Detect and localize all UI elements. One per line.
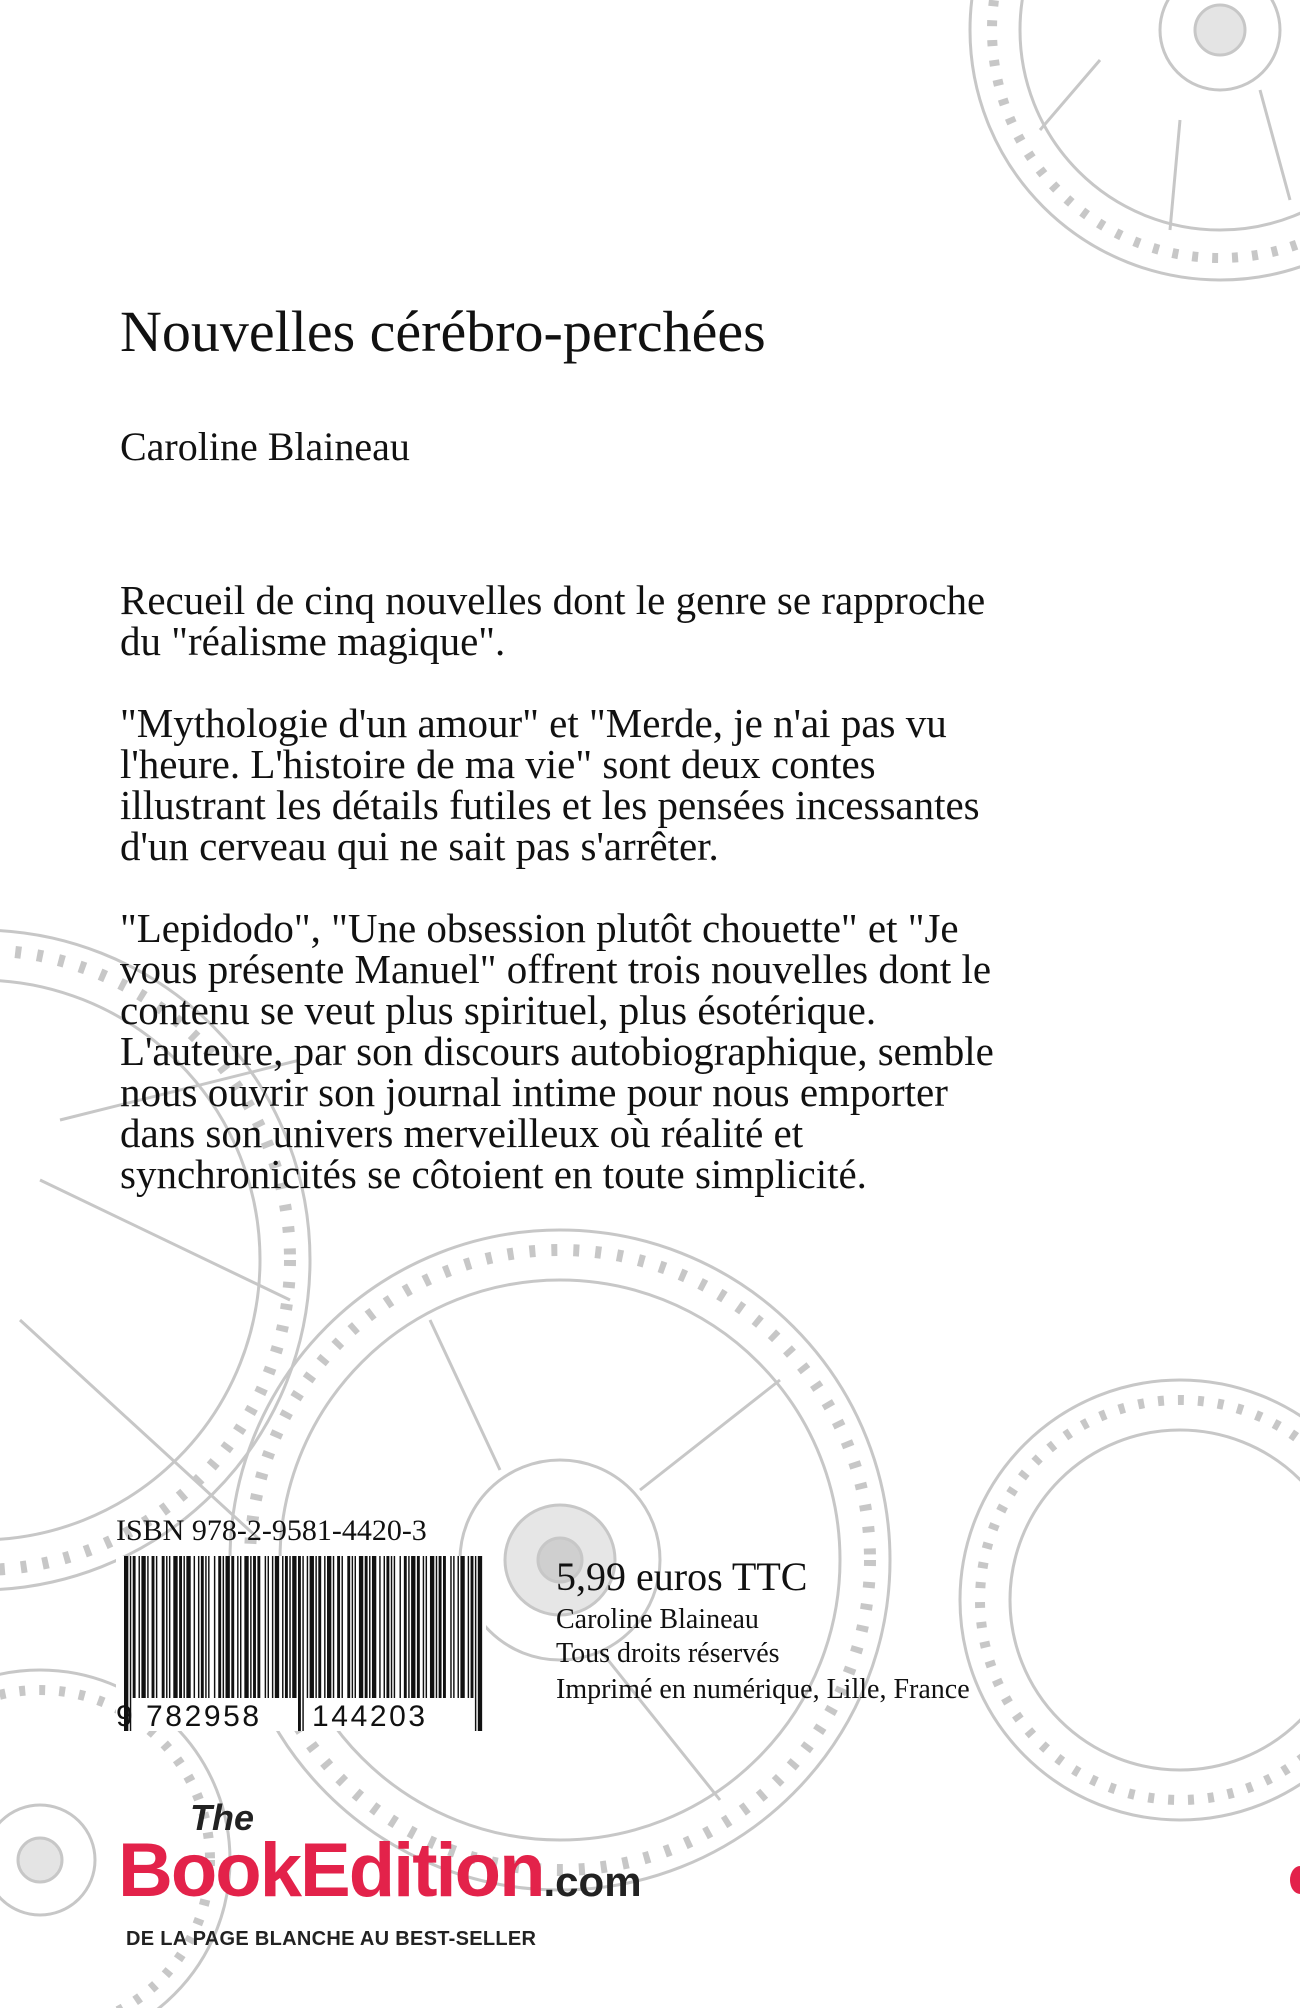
barcode-bar [156,1556,157,1698]
barcode-bar [226,1556,230,1698]
barcode-bar [426,1556,427,1698]
barcode-bar [475,1556,476,1731]
barcode-bar [244,1556,248,1698]
barcode-bar [198,1556,199,1698]
barcode-bar [342,1556,343,1698]
barcode-bar [237,1556,238,1698]
barcode-bar [310,1556,314,1698]
barcode-bar [240,1556,241,1698]
barcode-bar [408,1556,409,1698]
barcode-bar [369,1556,370,1698]
logo-com: .com [543,1858,642,1905]
price: 5,99 euros TTC [556,1554,808,1599]
barcode-bar [231,1556,234,1698]
barcode-bar [404,1556,407,1698]
barcode-bar [133,1556,136,1698]
barcode-bar [324,1556,325,1698]
barcode-bar [411,1556,415,1698]
barcode-bar [162,1556,165,1698]
barcode-bar [282,1556,283,1698]
barcode-bar [268,1556,269,1698]
barcode-bar [436,1556,437,1698]
barcode-bar [468,1556,469,1698]
barcode-bar [173,1556,177,1698]
isbn-label: ISBN 978-2-9581-4420-3 [116,1514,427,1547]
barcode-bar [450,1556,451,1698]
barcode-bar [139,1556,140,1698]
barcode-bar [430,1556,434,1698]
barcode-bar [205,1556,206,1698]
barcode-bar [394,1556,395,1698]
barcode-bar [289,1556,290,1698]
barcode-bar [352,1556,353,1698]
book-author: Caroline Blaineau [120,424,410,469]
barcode-bar [417,1556,420,1698]
barcode-bar [292,1556,296,1698]
barcode-bar [372,1556,376,1698]
barcode-bar [478,1556,482,1731]
logo-wordmark [118,1826,642,1927]
barcode-bar [298,1556,301,1731]
barcode-bar [400,1556,401,1698]
barcode-bar [453,1556,454,1698]
rights-notice: Tous droits réservés [556,1638,780,1669]
barcode-bar [272,1556,273,1698]
description-paragraph: Recueil de cinq nouvelles dont le genre se rapproche du "réalisme magique". [120,577,986,664]
barcode-bar [253,1556,256,1698]
barcode-bar [152,1556,155,1698]
barcode-bar [423,1556,424,1698]
barcode-bar [250,1556,251,1698]
barcode-bar [141,1556,145,1698]
barcode-bar [355,1556,356,1698]
logo-bookedition: BookEdition [118,1828,544,1913]
barcode-bar [443,1556,446,1698]
barcode-first-digit: 9 [116,1700,136,1733]
barcode-bar [458,1556,459,1698]
barcode-bar [194,1556,195,1698]
barcode-bar [169,1556,170,1698]
book-description [120,577,1020,1236]
publisher-tagline: DE LA PAGE BLANCHE AU BEST-SELLER [126,1928,537,1950]
barcode-bar [147,1556,148,1698]
printing-info: Imprimé en numérique, Lille, France [556,1674,970,1705]
book-title: Nouvelles cérébro-perchées [120,299,766,364]
barcode-bar [265,1556,266,1698]
barcode-bar [223,1556,224,1698]
barcode-bar [208,1556,209,1698]
description-paragraph: "Mythologie d'un amour" et "Merde, je n'ai pas vu l'heure. L'histoire de ma vie" sont deux contes illustrant les détails futiles et les pensées incessantes d'un cerveau qui ne sait pas s'arrêter. [120,700,980,869]
barcode-bar [257,1556,260,1698]
barcode-bar [179,1556,182,1698]
barcode-bar [379,1556,380,1698]
barcode-bar [275,1556,279,1698]
barcode-group-left: 782958 [146,1700,262,1733]
barcode-bar [439,1556,442,1698]
barcode-bar [318,1556,321,1698]
barcode-bar [327,1556,331,1698]
barcode-bar [166,1556,167,1698]
barcode-bar [386,1556,389,1698]
barcode-bar [307,1556,308,1698]
barcode-bar [347,1556,350,1698]
barcode-bar [183,1556,184,1698]
barcode-bar [214,1556,215,1698]
barcode-bar [471,1556,474,1698]
barcode-bar [359,1556,363,1698]
barcode-bar [302,1556,303,1731]
copyright-holder: Caroline Blaineau [556,1604,759,1635]
barcode-group-right: 144203 [312,1700,428,1733]
barcode-bar [333,1556,334,1698]
barcode-bar [218,1556,221,1698]
barcode-bar [186,1556,190,1698]
logo-the: The [190,1797,255,1838]
description-paragraph: "Lepidodo", "Une obsession plutôt chouette" et "Je vous présente Manuel" offrent trois nouvelles dont le contenu se veut plus spirituel, plus ésotérique. L'auteure, par son discours autobiographique, semble nous ouvrir son journal intime pour nous emporter dans son univers merveilleux où réalité et synchronicités se côtoient en toute simplicité. [120,905,994,1197]
barcode-bar [315,1556,316,1698]
decorative-edge-mark [1290,1866,1300,1894]
barcode-bar [391,1556,392,1698]
barcode-bar [285,1556,288,1698]
barcode-bar [337,1556,340,1698]
barcode-bar [384,1556,385,1698]
barcode-bar [460,1556,464,1698]
barcode-bar [365,1556,368,1698]
barcode-bar [201,1556,204,1698]
publisher-logo [118,1797,718,1990]
